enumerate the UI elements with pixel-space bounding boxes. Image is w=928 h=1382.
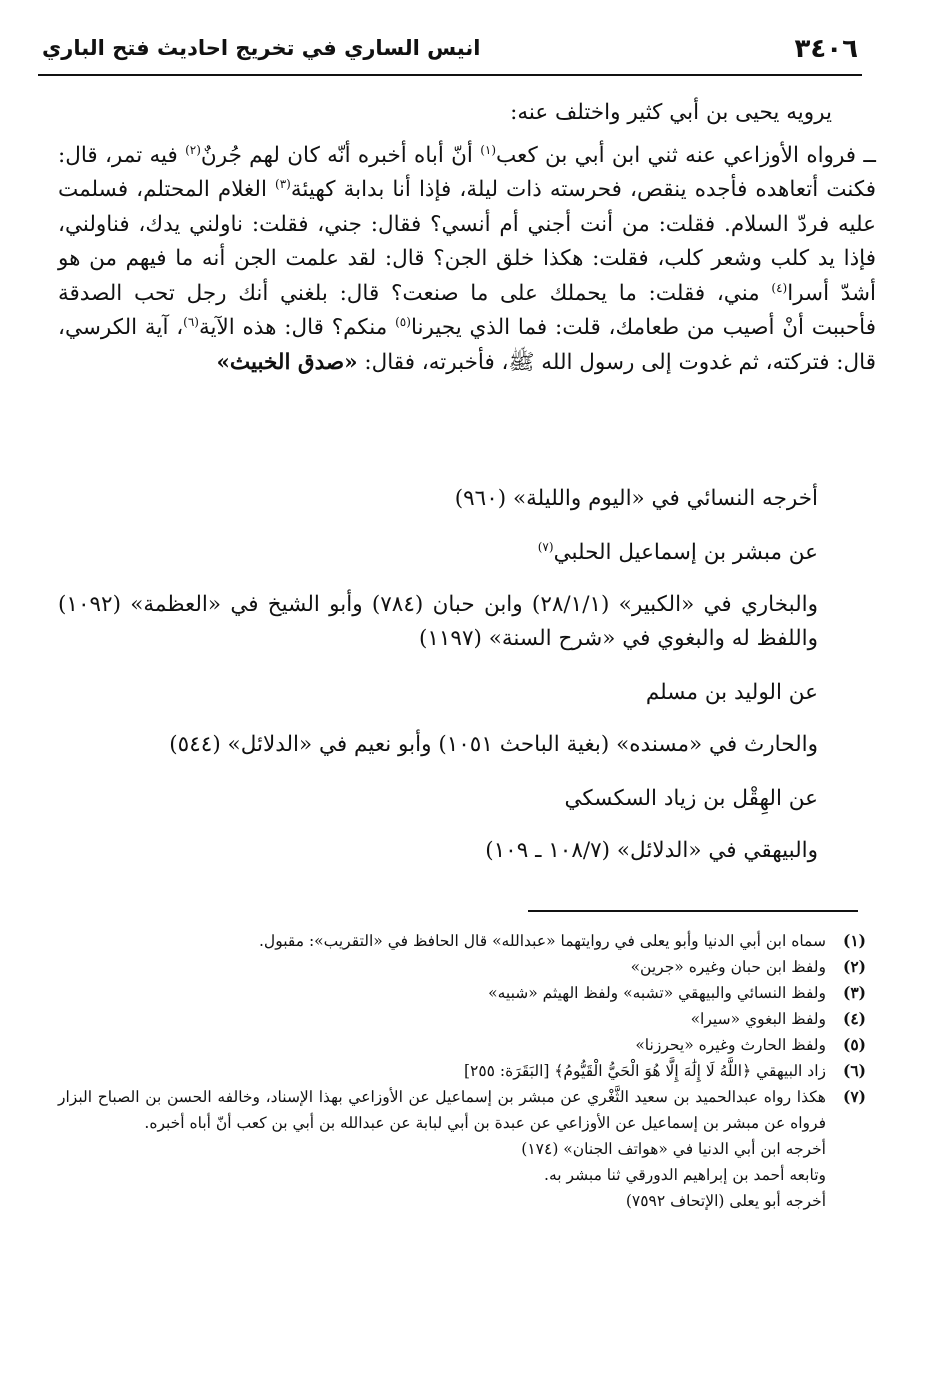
footnote-divider — [528, 910, 858, 912]
footnote-number: (٥) — [842, 1035, 866, 1054]
footnote-text: ولفظ البغوي «سيرا» — [690, 1010, 826, 1028]
footnote-number: (٤) — [842, 1009, 866, 1028]
footnote-ref[interactable]: (٧) — [537, 539, 554, 554]
footnote-item — [58, 1006, 866, 1032]
narrator-text: عن مبشر بن إسماعيل الحلبي — [553, 540, 818, 565]
footnote-ref[interactable]: (٣) — [275, 176, 291, 191]
intro-line: يرويه يحيى بن أبي كثير واختلف عنه: — [510, 100, 832, 125]
footnote-text: سماه ابن أبي الدنيا وأبو يعلى في روايتهما «عبدالله» قال الحافظ في «التقريب»: مقبول. — [259, 932, 826, 950]
para-segment: الغلام المحتلم، فسلمت عليه فردّ السلام. فقلت: من أنت أجني أم أنسي؟ فقال: جني، فقلت: ناولني يدك، فناولني، فإذا يد كلب وشعر كلب، فقلت: هكذا خلق الجن؟ قال: لقد علمت الجن أنه ما فيهم من هو أشدّ أسرا — [58, 177, 876, 306]
footnote-number: (٣) — [842, 983, 866, 1002]
takhrij-block — [58, 482, 876, 868]
source-line-harith: والحارث في «مسنده» (بغية الباحث ١٠٥١) وأبو نعيم في «الدلائل» (٥٤٤) — [169, 732, 818, 757]
footnote-number: (٢) — [842, 957, 866, 976]
para-segment: منكم؟ قال: هذه الآية — [198, 315, 396, 340]
footnote-item — [58, 980, 866, 1006]
footnote-text: ولفظ ابن حبان وغيره «جرين» — [630, 958, 826, 976]
narrator-line-hiql: عن الهِقْل بن زياد السكسكي — [564, 786, 818, 811]
para-segment: ، آية الكرسي، قال: فتركته، ثم غدوت إلى رسول الله ﷺ، فأخبرته، فقال: — [58, 315, 876, 375]
page-header — [38, 34, 862, 76]
footnote-text: أخرجه ابن أبي الدنيا في «هواتف الجنان» (١٧٤) — [521, 1140, 826, 1158]
footnote-item — [58, 954, 866, 980]
source-line-nasai: أخرجه النسائي في «اليوم والليلة» (٩٦٠) — [454, 486, 818, 511]
footnote-number: (٦) — [842, 1061, 866, 1080]
footnote-ref[interactable]: (٢) — [185, 142, 201, 157]
para-segment: مني، فقلت: ما يحملك على ما صنعت؟ قال: بلغني أنك رجل تحب الصدقة فأحببت أنْ أصيب من طعامك، قلت: فما الذي يجيرنا — [58, 280, 877, 340]
narrator-line-walid: عن الوليد بن مسلم — [645, 680, 818, 705]
footnote-text: أخرجه أبو يعلى (الإتحاف ٧٥٩٢) — [625, 1192, 826, 1210]
footnote-text: ولفظ النسائي والبيهقي «تشبه» ولفظ الهيثم «شبيه» — [488, 984, 826, 1002]
footnote-item — [58, 1084, 866, 1214]
footnote-number: (٧) — [842, 1087, 866, 1106]
footnote-ref[interactable]: (٥) — [395, 314, 411, 329]
narrator-line-mubashshir — [58, 536, 876, 570]
footnote-ref[interactable]: (١) — [480, 142, 497, 157]
footnotes — [58, 928, 866, 1214]
footnote-item — [58, 1058, 866, 1084]
source-line-bayhaqi: والبيهقي في «الدلائل» (١٠٨/٧ ـ ١٠٩) — [485, 838, 818, 863]
source-line-bukhari: والبخاري في «الكبير» (٢٨/١/١) وابن حبان (٧٨٤) وأبو الشيخ في «العظمة» (١٠٩٢) واللفظ له والبغوي في «شرح السنة» (١١٩٧) — [58, 592, 818, 651]
para-segment: فيه تمر، قال: فكنت أتعاهده فأجده ينقص، فحرسته ذات ليلة، فإذا أنا بدابة كهيئة — [58, 142, 877, 202]
footnote-text: وتابعه أحمد بن إبراهيم الدورقي ثنا مبشر به. — [544, 1166, 826, 1184]
para-segment: ــ فرواه الأوزاعي عنه ثني ابن أبي بن كعب — [496, 142, 876, 168]
prophet-quote: «صدق الخبيث» — [216, 349, 358, 375]
footnote-text: هكذا رواه عبدالحميد بن سعيد الثَّغْري عن مبشر بن إسماعيل عن الأوزاعي بهذا الإسناد، وخالفه الحسن بن الصباح البزار فرواه عن مبشر بن إسماعيل عن الأوزاعي عن عبدة بن أبي لبابة عن عبدالله بن أبي بن كعب أنّ أباه أخبره. — [58, 1088, 826, 1132]
footnote-number: (١) — [842, 931, 866, 950]
page-number: ٣٤٠٦ — [794, 34, 858, 64]
footnote-text: ولفظ الحارث وغيره «يحرزنا» — [635, 1036, 826, 1054]
footnote-text: زاد البيهقي ﴿اللَّهُ لَا إِلَٰهَ إِلَّا هُوَ الْحَيُّ الْقَيُّومُ﴾ [البَقَرَة: ٢٥٥] — [463, 1062, 826, 1080]
footnote-item — [58, 928, 866, 954]
footnote-ref[interactable]: (٦) — [183, 314, 199, 329]
para-segment: أنّ أباه أخبره أنّه كان لهم جُرنٌ — [200, 142, 481, 168]
footnote-item — [58, 1032, 866, 1058]
running-title: انيس الساري في تخريج احاديث فتح الباري — [42, 36, 481, 60]
main-text — [58, 96, 876, 380]
footnote-ref[interactable]: (٤) — [771, 280, 788, 295]
hadith-paragraph — [58, 139, 876, 381]
